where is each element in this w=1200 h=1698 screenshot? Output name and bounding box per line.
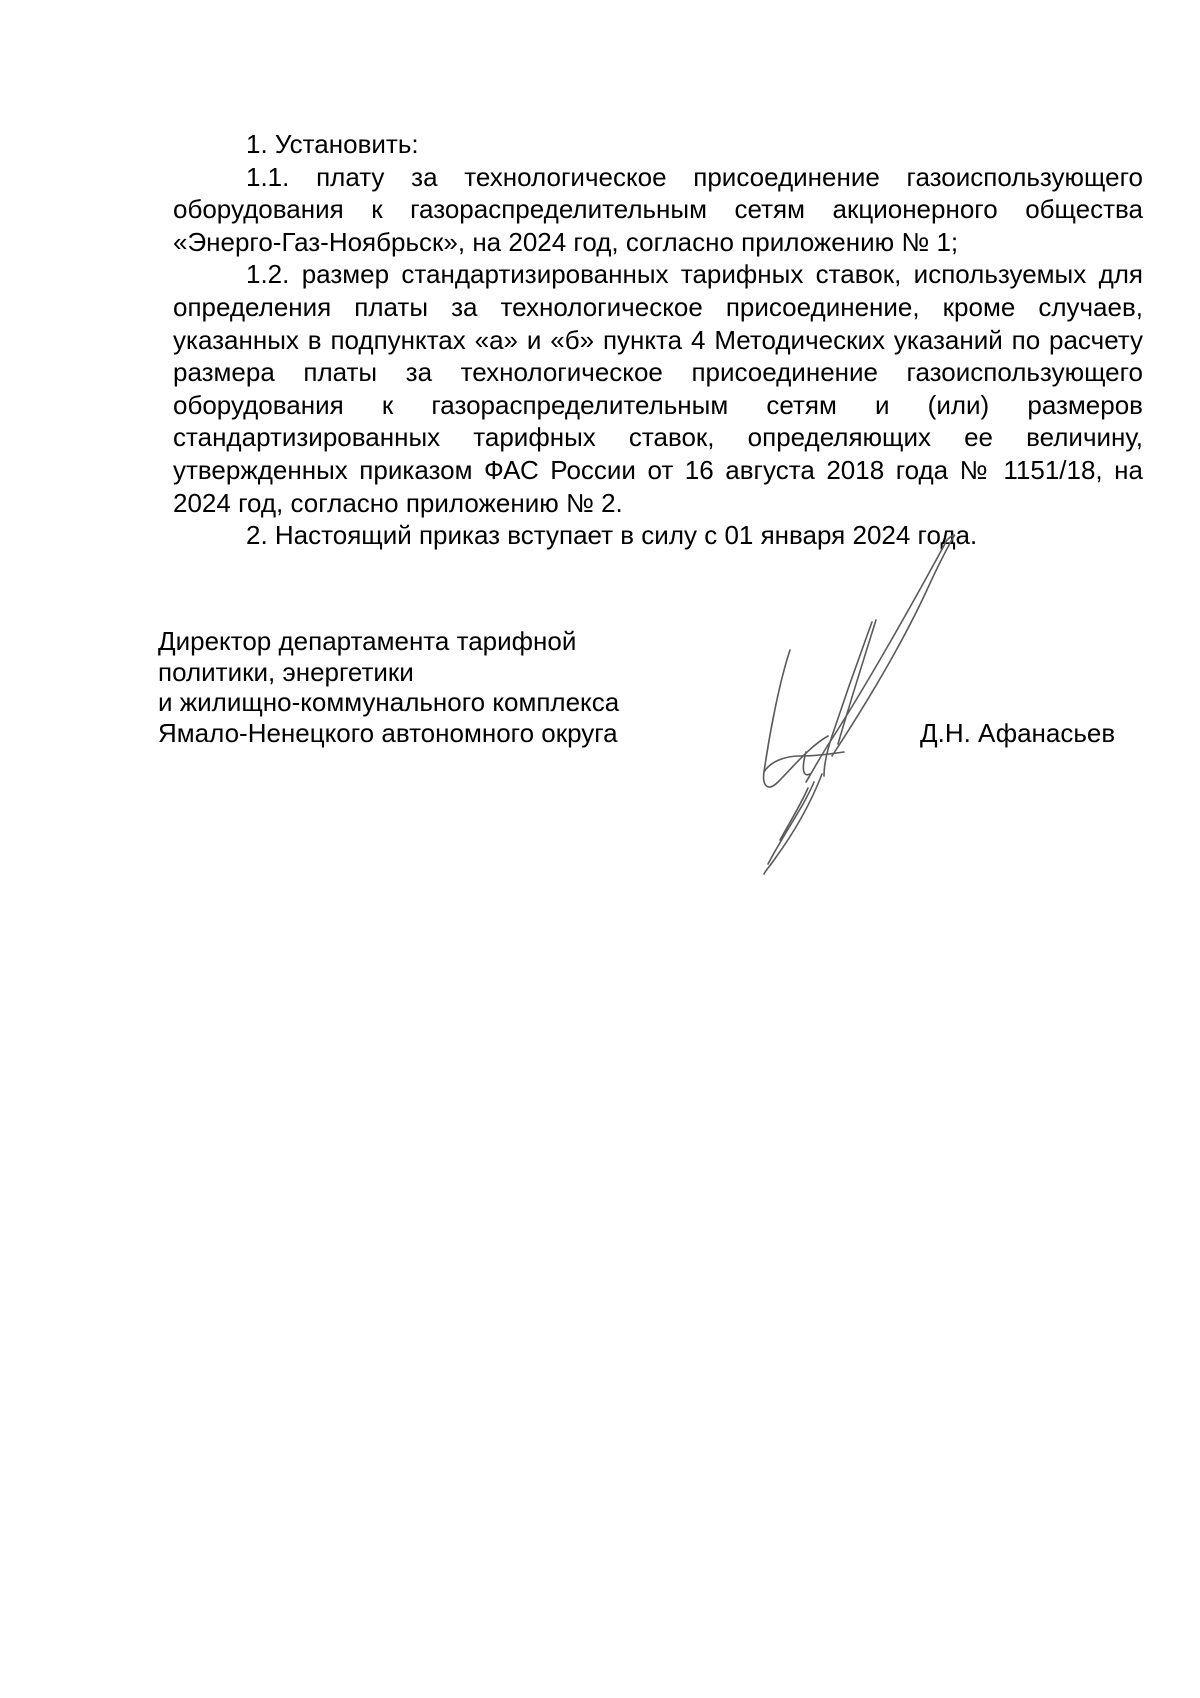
paragraph-1-1-connection-fee: 1.1. плату за технологическое присоединение газоиспользующего оборудования к газораспределительным сетям акционерного общества «Энерго-Газ-Ноябрьск», на 2024 год, согласно приложению № 1; [173, 161, 1143, 257]
order-body [173, 128, 1143, 552]
signatory-position-line: Директор департамента тарифной [158, 626, 577, 656]
signatory-position-line: Ямало-Ненецкого автономного округа [158, 717, 618, 748]
signatory-name: Д.Н. Афанасьев [920, 718, 1116, 748]
paragraph-establish: 1. Установить: [246, 129, 419, 159]
paragraph-2-effective-date: 2. Настоящий приказ вступает в силу с 01 января 2024 года. [246, 520, 978, 551]
handwritten-signature [740, 530, 980, 880]
paragraph-1-2-tariff-rates: 1.2. размер стандартизированных тарифных ставок, используемых для определения платы за технологическое присоединение, кроме случаев, указанных в подпунктах «а» и «б» пункта 4 Методических указаний по расчету размера платы за технологическое присоединение газоиспользующего оборудования к газораспределительным сетям и (или) размеров стандартизированных тарифных ставок, определяющих ее величину, утвержденных приказом ФАС России от 16 августа 2018 года № 1151/18, на 2024 год, согласно приложению № 2. [173, 259, 1143, 518]
signatory-position-line: и жилищно-коммунального комплекса [158, 687, 620, 717]
signatory-position-line: политики, энергетики [158, 656, 414, 687]
signatory-position [158, 626, 718, 748]
